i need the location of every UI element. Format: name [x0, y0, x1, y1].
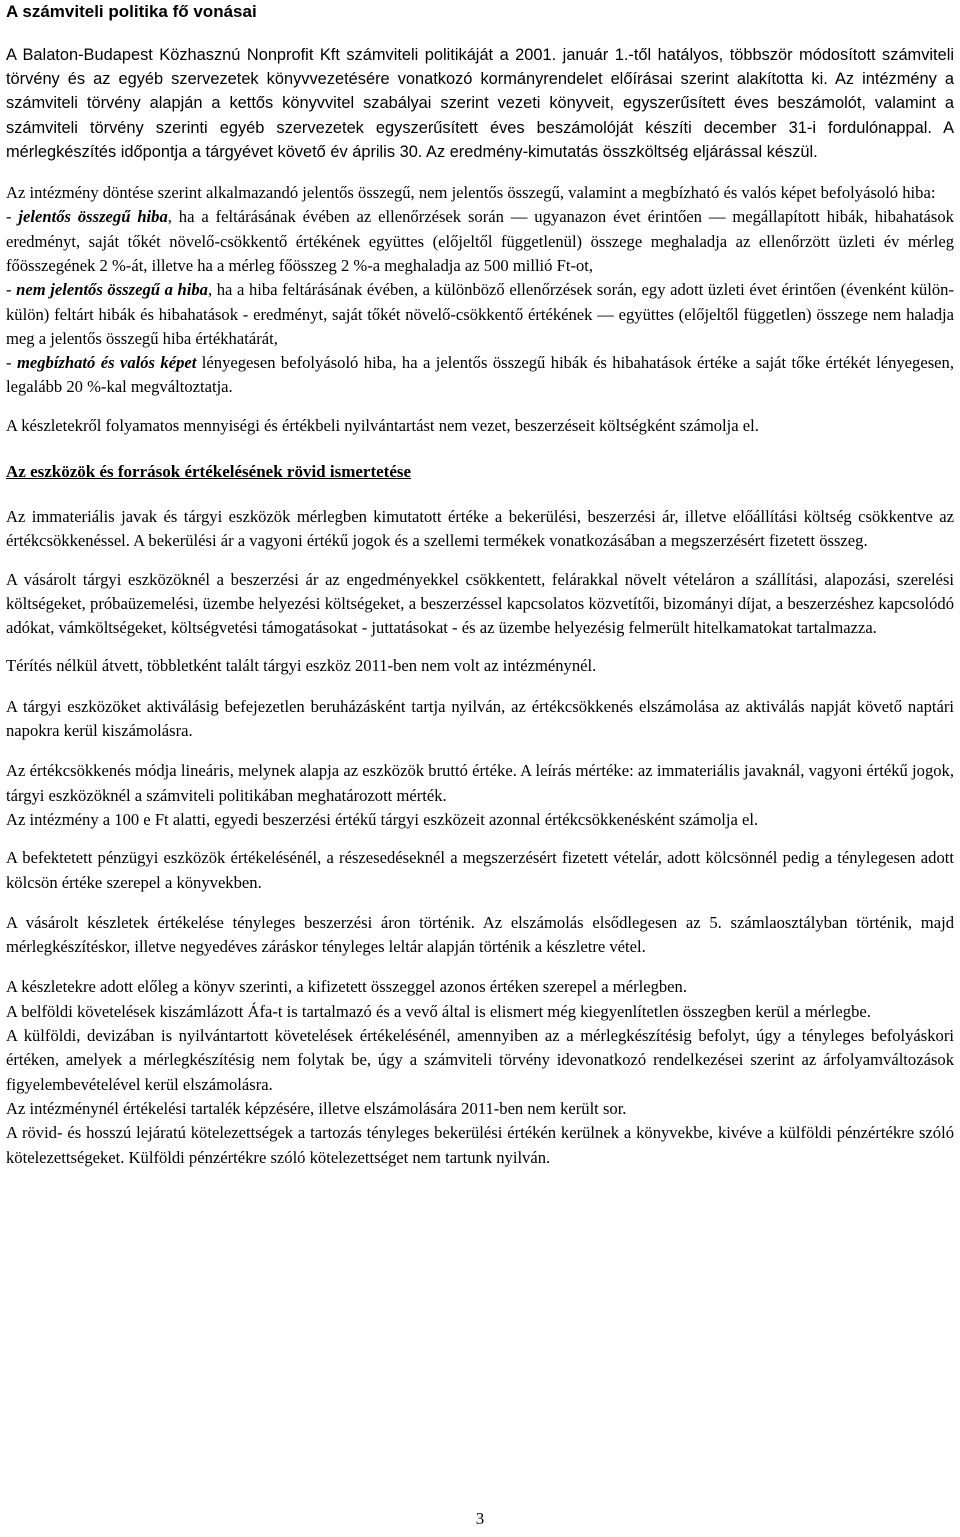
- domestic-receivables-paragraph: A belföldi követelések kiszámlázott Áfa-t is tartalmazó és a vevő által is elismert még kiegyenlítetlen összegben kerül a mérlegbe.: [6, 1001, 871, 1021]
- error-item-significant: [6, 205, 954, 278]
- financial-assets-paragraph: A befektetett pénzügyi eszközök értékelésénél, a részesedéseknél a megszerzésért fizetett vételár, adott kölcsönnél pedig a ténylegesen adott kölcsön értéke szerepel a könyvekben.: [6, 848, 954, 892]
- list-dash: -: [6, 207, 19, 227]
- page-heading: A számviteli politika fő vonásai: [6, 2, 257, 21]
- intro-text-part1: A Balaton-Budapest Közhasznú Nonprofit Kft számviteli politikáját a 2001. január 1.-től hatályos, többször módosított számviteli törvény és az egyéb szervezetek könyvvezetésére vonatkozó kormányrendelet előírásai szerint alakította ki.: [6, 46, 954, 89]
- advance-paragraph: A készletekre adott előleg a könyv szerinti, a kifizetett összeggel azonos értéken szerepel a mérlegben.: [6, 977, 687, 997]
- error-item-text: , ha a hiba feltárásának évében, a különböző ellenőrzések során, egy adott üzleti évet érintően (évenként külön-külön) feltárt hibák és hibahatások - eredményt, saját tőkét növelő-csökkentő értékének — együttes (előjeltől független) összege nem haladja meg a jelentős összegű hiba értékhatárát,: [6, 280, 954, 348]
- term-not-significant: nem jelentős összegű a hiba: [16, 280, 208, 300]
- error-item-not-significant: [6, 278, 954, 351]
- term-significant: jelentős összegű hiba: [18, 207, 168, 227]
- liabilities-paragraph: A rövid- és hosszú lejáratú kötelezettségek a tartozás tényleges bekerülési értékén kerülnek a könyvekbe, kivéve a külföldi pénzértékre szóló kötelezettségeket. Külföldi pénzértékre szóló kötelezettséget nem tartunk nyilván.: [6, 1123, 954, 1167]
- paragraph-free-assets: Térítés nélkül átvett, többletként talált tárgyi eszköz 2011-ben nem volt az intézménynél.: [6, 656, 597, 676]
- error-item-text: lényegesen befolyásoló hiba, ha a jelentős összegű hibák és hibahatások értéke a saját tőke értékét lényegesen, legalább 20 %-kal megváltoztatja.: [6, 353, 954, 397]
- paragraph-purchased-assets: A vásárolt tárgyi eszközöknél a beszerzési ár az engedményekkel csökkentett, felárakkal növelt vételáron a szállítási, alapozási, szerelési költségeket, próbaüzemelési, üzembe helyezési költségeket, a beszerzéssel kapcsolatos közvetítői, bizományi díjat, a beszerzéshez kapcsolódó adókat, vámköltségeket, költségvetési támogatásokat - juttatásokat - és az üzembe helyezésig felmerült hitelkamatokat tartalmazza.: [6, 569, 954, 638]
- paragraph-activation: A tárgyi eszközöket aktiválásig befejezetlen beruházásként tartja nyilván, az értékcsökkenés elszámolása az aktiválás napját követő naptári napokra kerül kiszámolásra.: [6, 696, 954, 741]
- intro-paragraph: [6, 43, 954, 164]
- section-heading: Az eszközök és források értékelésének rövid ismertetése: [6, 461, 412, 481]
- intro-text-part2: Az intézmény a számviteli törvény alapján a kettős könyvvitel szabályai szerint vezeti könyveit, egyszerűsített éves beszámolót, valamint a számviteli törvény szerinti egyéb szervezetek egyszerűsített éves beszámolóját készíti december 31-i fordulónappal. A mérlegkészítés időpontja a tárgyévet követő év április 30. Az eredmény-kimutatás összköltség eljárással készül.: [6, 70, 954, 161]
- inventory-valuation-paragraph: A vásárolt készletek értékelése tényleges beszerzési áron történik. Az elszámolás elsődlegesen az 5. számlaosztályban történik, majd mérlegkészítéskor, illetve negyedéves záráskor tényleges leltár alapján történik a készletre vétel.: [6, 912, 954, 957]
- list-dash: -: [6, 353, 17, 373]
- errors-lead: Az intézmény döntése szerint alkalmazandó jelentős összegű, nem jelentős összegű, valamint a megbízható és valós képet befolyásoló hiba:: [6, 183, 936, 203]
- list-dash: -: [6, 280, 17, 300]
- term-true-fair: megbízható és valós képet: [16, 353, 197, 373]
- error-item-text: , ha a feltárásának évében az ellenőrzések során — ugyanazon évet érintően — megállapított hibák, hibahatások eredményt, saját tőkét növelő-csökkentő értékének együttes (előjeltől függetlenül) összege meghaladja az ellenőrzött üzleti év mérleg főösszegének 2 %-át, illetve ha a mérleg főösszeg 2 %-a meghaladja az 500 millió Ft-ot,: [6, 207, 954, 275]
- stock-note: A készletekről folyamatos mennyiségi és értékbeli nyilvántartást nem vezet, beszerzéseit költségként számolja el.: [6, 415, 759, 435]
- document-page: [6, 0, 954, 1170]
- foreign-receivables-paragraph: A külföldi, devizában is nyilvántartott követelések értékelésénél, amennyiben az a mérlegkészítésig befolyt, úgy a tényleges befolyáskori értéken, amelyek a mérlegkészítésig nem folytak be, úgy a számviteli törvény idevonatkozó rendelkezései szerint az árfolyamváltozások figyelembevételével kerül elszámolásra.: [6, 1026, 954, 1094]
- paragraph-intangibles: Az immateriális javak és tárgyi eszközök mérlegben kimutatott értéke a bekerülési, beszerzési ár, illetve előállítási költség csökkentve az értékcsökkenéssel. A bekerülési ár a vagyoni értékű jogok és a szellemi termékek vonatkozásában a megszerzésért fizetett összeg.: [6, 506, 954, 551]
- page-number: 3: [475, 1509, 485, 1528]
- depreciation-small-assets: Az intézmény a 100 e Ft alatti, egyedi beszerzési értékű tárgyi eszközeit azonnal értékcsökkenésként számolja el.: [6, 809, 759, 829]
- depreciation-method: Az értékcsökkenés módja lineáris, melynek alapja az eszközök bruttó értéke. A leírás mértéke: az immateriális javaknál, vagyoni értékű jogok, tárgyi eszközöknél a számviteli politikában meghatározott mérték.: [6, 761, 954, 805]
- error-item-true-fair: [6, 351, 954, 400]
- valuation-reserve-paragraph: Az intézménynél értékelési tartalék képzésére, illetve elszámolására 2011-ben nem került sor.: [6, 1098, 627, 1118]
